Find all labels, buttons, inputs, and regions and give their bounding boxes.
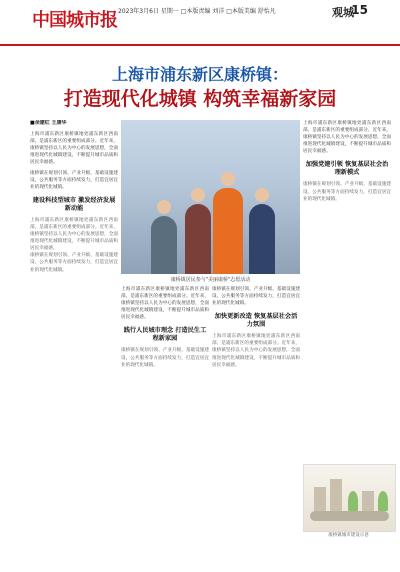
person-figure	[249, 204, 275, 274]
person-head	[157, 200, 171, 214]
page-number: 15	[351, 3, 368, 17]
section-title: 观城	[332, 6, 354, 19]
building-shape	[330, 479, 342, 511]
tree-shape	[348, 491, 358, 511]
section-subhead: 加强党建引领 恢复基层社会治理新模式	[305, 161, 389, 177]
masthead	[0, 0, 400, 46]
paragraph: 康桥镇在规划引领、产业升级、基础设施建设、公共服务等方面持续发力，打造宜居宜业的现代化城镇。	[303, 182, 391, 202]
person-figure	[185, 204, 211, 274]
photo-caption: 康桥镇居民参与"美丽康桥"志愿活动	[170, 277, 251, 283]
city-illustration	[303, 464, 396, 532]
paragraph: 康桥镇在规划引领、产业升级、基础设施建设、公共服务等方面持续发力，打造宜居宜业的现代化城镇。	[121, 348, 209, 368]
article-column-4	[303, 120, 391, 460]
person-head	[221, 172, 235, 186]
byline: ■余建红 王康华	[30, 120, 67, 126]
issue-line: 2023年3月6日 星期一 □本版责编 刘洋 □本版美编 舒怡凡	[118, 8, 276, 15]
person-figure	[151, 216, 177, 274]
article-column-1	[30, 120, 118, 544]
building-shape	[314, 487, 326, 511]
article-headline: 打造现代化城镇 构筑幸福新家园	[63, 88, 337, 110]
building-shape	[362, 491, 374, 511]
paragraph: 康桥镇在规划引领、产业升级、基础设施建设、公共服务等方面持续发力，打造宜居宜业的现代化城镇。	[30, 253, 118, 273]
article-column-2	[121, 286, 209, 544]
article-kicker: 上海市浦东新区康桥镇：	[111, 65, 288, 84]
section-subhead: 建设科技型城市 激发经济发展新动能	[32, 196, 116, 212]
section-subhead: 加快更新改造 恢复基层社会活力氛围	[214, 313, 298, 329]
paragraph: 上海市浦东新区康桥镇地处浦东新区西南部，是浦东新区的重要组成部分。近年来，康桥镇坚持以人民为中心的发展思想，全面推进现代化城镇建设，不断提升城市品质和居民幸福感。	[30, 132, 118, 166]
paragraph: 上海市浦东新区康桥镇地处浦东新区西南部，是浦东新区的重要组成部分。近年来，康桥镇坚持以人民为中心的发展思想，全面推进现代化城镇建设，不断提升城市品质和居民幸福感。	[30, 217, 118, 252]
person-head	[191, 188, 205, 202]
paragraph: 康桥镇在规划引领、产业升级、基础设施建设、公共服务等方面持续发力，打造宜居宜业的现代化城镇。	[30, 170, 118, 190]
section-subhead: 践行人民城市理念 打造民生工程新家园	[123, 327, 207, 343]
news-photo	[121, 120, 300, 274]
article-column-3	[212, 286, 300, 544]
illustration-caption: 康桥镇城市建设示意	[328, 533, 369, 538]
paragraph: 上海市浦东新区康桥镇地处浦东新区西南部，是浦东新区的重要组成部分。近年来，康桥镇坚持以人民为中心的发展思想，全面推进现代化城镇建设，不断提升城市品质和居民幸福感。	[303, 121, 391, 155]
paragraph: 上海市浦东新区康桥镇地处浦东新区西南部，是浦东新区的重要组成部分。近年来，康桥镇坚持以人民为中心的发展思想，全面推进现代化城镇建设，不断提升城市品质和居民幸福感。	[212, 334, 300, 368]
road-shape	[310, 511, 389, 521]
person-head	[255, 188, 269, 202]
person-figure	[213, 188, 243, 274]
paragraph: 康桥镇在规划引领、产业升级、基础设施建设、公共服务等方面持续发力，打造宜居宜业的现代化城镇。	[212, 287, 300, 307]
paragraph: 上海市浦东新区康桥镇地处浦东新区西南部，是浦东新区的重要组成部分。近年来，康桥镇坚持以人民为中心的发展思想，全面推进现代化城镇建设，不断提升城市品质和居民幸福感。	[121, 287, 209, 321]
newspaper-logo: 中国城市报	[32, 10, 117, 31]
tree-shape	[378, 491, 388, 511]
